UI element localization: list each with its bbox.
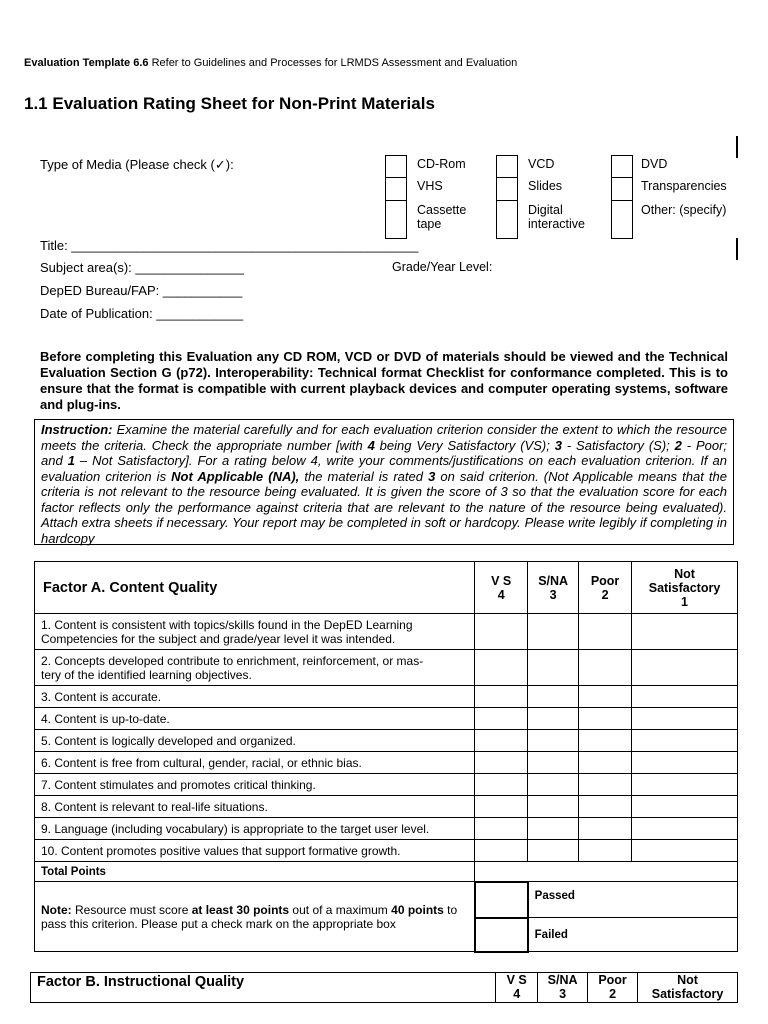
note-label: Note: — [41, 902, 72, 917]
checkbox-cdrom[interactable] — [385, 155, 407, 178]
table-row — [35, 730, 738, 752]
rating-cell[interactable] — [475, 650, 528, 686]
criterion-text: 7. Content stimulates and promotes critical thinking. — [35, 774, 475, 796]
criterion-text: 2. Concepts developed contribute to enrichment, reinforcement, or mas- tery of the identified learning objectives. — [35, 650, 475, 686]
total-points-value[interactable] — [475, 862, 738, 882]
rating-cell[interactable] — [632, 650, 738, 686]
pass-row — [35, 882, 738, 918]
checkbox-vhs[interactable] — [385, 177, 407, 201]
rating-cell[interactable] — [579, 708, 632, 730]
criterion-text: 5. Content is logically developed and organized. — [35, 730, 475, 752]
rating-cell[interactable] — [475, 796, 528, 818]
criterion-text: 9. Language (including vocabulary) is appropriate to the target user level. — [35, 818, 475, 840]
rating-cell[interactable] — [528, 730, 579, 752]
factor-a-title: Factor A. Content Quality — [35, 562, 475, 614]
factor-a-header-row — [35, 562, 738, 614]
pre-evaluation-notice: Before completing this Evaluation any CD ROM, VCD or DVD of materials should be viewed and the Technical Evaluation Section G (p72). Interoperability: Technical format Checklist for conformance completed. This is to ensure that the format is compatible with current playback devices and computer operating systems, software and plug-ins. — [40, 349, 728, 412]
option-vhs: VHS — [417, 179, 443, 193]
rating-3: 3 — [554, 437, 562, 453]
template-header — [24, 57, 517, 69]
instruction-text: being Very Satisfactory (VS); — [374, 437, 555, 453]
rating-cell[interactable] — [579, 650, 632, 686]
option-digital: Digital interactive — [528, 203, 585, 231]
rating-cell[interactable] — [528, 614, 579, 650]
rating-cell[interactable] — [579, 730, 632, 752]
table-row — [35, 708, 738, 730]
bureau-field[interactable]: DepED Bureau/FAP: ___________ — [40, 283, 243, 298]
col-not-satisfactory: Not Satisfactory — [638, 973, 738, 1003]
checkbox-vcd[interactable] — [496, 155, 518, 178]
col-vs: V S 4 — [496, 973, 538, 1003]
note-maximum: 40 points — [391, 902, 444, 917]
option-vcd: VCD — [528, 157, 555, 171]
rating-3-na: 3 — [428, 468, 436, 484]
checkbox-digital[interactable] — [496, 200, 518, 239]
margin-mark-bottom — [736, 238, 738, 260]
rating-cell[interactable] — [579, 796, 632, 818]
factor-b-table — [30, 972, 738, 1003]
table-row — [35, 796, 738, 818]
rating-cell[interactable] — [475, 708, 528, 730]
table-row — [35, 686, 738, 708]
instruction-text: the material is rated — [299, 468, 429, 484]
instruction-text: - Poor; and — [41, 437, 728, 468]
option-other: Other: (specify) — [641, 203, 727, 217]
total-points-row — [35, 862, 738, 882]
template-description: Refer to Guidelines and Processes for LRMDS Assessment and Evaluation — [148, 57, 518, 69]
passed-checkbox[interactable] — [475, 882, 528, 918]
rating-cell[interactable] — [528, 840, 579, 862]
rating-cell[interactable] — [475, 818, 528, 840]
rating-cell[interactable] — [475, 752, 528, 774]
total-points-label: Total Points — [35, 862, 475, 882]
factor-a-table — [34, 561, 738, 953]
rating-cell[interactable] — [528, 752, 579, 774]
grade-level-field[interactable]: Grade/Year Level: — [392, 260, 493, 274]
not-applicable-label: Not Applicable (NA), — [171, 468, 300, 484]
col-not-satisfactory: Not Satisfactory 1 — [632, 562, 738, 614]
checkbox-transparencies[interactable] — [611, 177, 633, 201]
table-row — [35, 774, 738, 796]
rating-cell[interactable] — [475, 774, 528, 796]
factor-b-title: Factor B. Instructional Quality — [31, 973, 496, 1003]
instruction-text: Examine the material carefully and for each evaluation criterion consider the extent to which the resource meets the criteria. Check the appropriate number [with — [41, 422, 727, 453]
rating-cell[interactable] — [632, 774, 738, 796]
instruction-text: - Satisfactory (S); — [561, 437, 675, 453]
note-text: Resource must score — [71, 902, 192, 917]
rating-cell[interactable] — [528, 686, 579, 708]
note-text: to pass this criterion. Please put a check mark on the appropriate box — [41, 902, 458, 931]
rating-2: 2 — [674, 437, 682, 453]
criterion-text: 4. Content is up-to-date. — [35, 708, 475, 730]
rating-cell[interactable] — [632, 796, 738, 818]
rating-cell[interactable] — [579, 752, 632, 774]
note-threshold: at least 30 points — [191, 902, 290, 917]
failed-checkbox[interactable] — [475, 918, 528, 952]
failed-label: Failed — [528, 918, 738, 952]
rating-cell[interactable] — [579, 840, 632, 862]
subject-area-field[interactable]: Subject area(s): _______________ — [40, 260, 244, 275]
col-poor: Poor 2 — [588, 973, 638, 1003]
col-sna: S/NA 3 — [538, 973, 588, 1003]
table-row — [35, 840, 738, 862]
page-title: 1.1 Evaluation Rating Sheet for Non-Print Materials — [24, 94, 435, 113]
rating-cell[interactable] — [579, 774, 632, 796]
rating-cell[interactable] — [528, 774, 579, 796]
table-row — [35, 818, 738, 840]
rating-cell[interactable] — [579, 686, 632, 708]
checkbox-slides[interactable] — [496, 177, 518, 201]
rating-cell[interactable] — [475, 730, 528, 752]
criterion-text: 8. Content is relevant to real-life situations. — [35, 796, 475, 818]
note-text: out of a maximum — [289, 902, 392, 917]
instruction-text: – Not Satisfactory]. For a rating below 4, write your comments/justifications on each evaluation criterion. If an evaluation criterion is — [41, 453, 727, 484]
col-sna: S/NA 3 — [528, 562, 579, 614]
option-slides: Slides — [528, 179, 563, 193]
pass-note — [35, 882, 475, 952]
criterion-text: 10. Content promotes positive values that support formative growth. — [35, 840, 475, 862]
criterion-text: 3. Content is accurate. — [35, 686, 475, 708]
rating-cell[interactable] — [528, 650, 579, 686]
rating-1: 1 — [67, 453, 75, 468]
margin-mark-top — [736, 136, 738, 158]
rating-cell[interactable] — [632, 840, 738, 862]
checkbox-other[interactable] — [611, 200, 633, 239]
rating-4: 4 — [367, 437, 375, 453]
rating-cell[interactable] — [579, 818, 632, 840]
col-poor: Poor 2 — [579, 562, 632, 614]
instruction-label: Instruction: — [41, 422, 113, 437]
criterion-text: 1. Content is consistent with topics/skills found in the DepED Learning Competencies for the subject and grade/year level it was intended. — [35, 614, 475, 650]
publication-date-field[interactable]: Date of Publication: ____________ — [40, 306, 244, 321]
instruction-text: on said criterion. (Not Applicable means that the criteria is not relevant to the resource being evaluated. It is given the score of 3 so that the evaluation score for each factor reflects only the performance against criteria that are relevant to the nature of the resource being evaluated). Attach extra sheets if necessary. Your report may be completed in soft or hardcopy. Please write legibly if completing in hardcopy — [41, 468, 727, 546]
table-row — [35, 650, 738, 686]
rating-cell[interactable] — [528, 796, 579, 818]
rating-cell[interactable] — [579, 614, 632, 650]
media-type-label: Type of Media (Please check (✓): — [40, 157, 234, 172]
rating-cell[interactable] — [475, 840, 528, 862]
rating-cell[interactable] — [475, 686, 528, 708]
col-vs: V S 4 — [475, 562, 528, 614]
checkbox-cassette[interactable] — [385, 200, 407, 239]
criterion-text: 6. Content is free from cultural, gender, racial, or ethnic bias. — [35, 752, 475, 774]
rating-cell[interactable] — [632, 818, 738, 840]
option-transparencies: Transparencies — [641, 179, 727, 193]
option-cassette: Cassette tape — [417, 203, 467, 231]
passed-label: Passed — [528, 882, 738, 918]
rating-cell[interactable] — [632, 686, 738, 708]
rating-cell[interactable] — [528, 708, 579, 730]
instruction-box — [34, 419, 734, 545]
rating-cell[interactable] — [632, 752, 738, 774]
table-row — [35, 752, 738, 774]
option-cdrom: CD-Rom — [417, 157, 466, 171]
rating-cell[interactable] — [632, 708, 738, 730]
option-dvd: DVD — [641, 157, 668, 171]
rating-cell[interactable] — [632, 614, 738, 650]
rating-cell[interactable] — [632, 730, 738, 752]
rating-cell[interactable] — [475, 614, 528, 650]
title-field[interactable]: Title: ________________________________________________ — [40, 238, 419, 253]
table-row — [35, 614, 738, 650]
rating-cell[interactable] — [528, 818, 579, 840]
checkbox-dvd[interactable] — [611, 155, 633, 178]
factor-b-header-row — [31, 973, 738, 1003]
template-label: Evaluation Template 6.6 — [24, 57, 149, 69]
